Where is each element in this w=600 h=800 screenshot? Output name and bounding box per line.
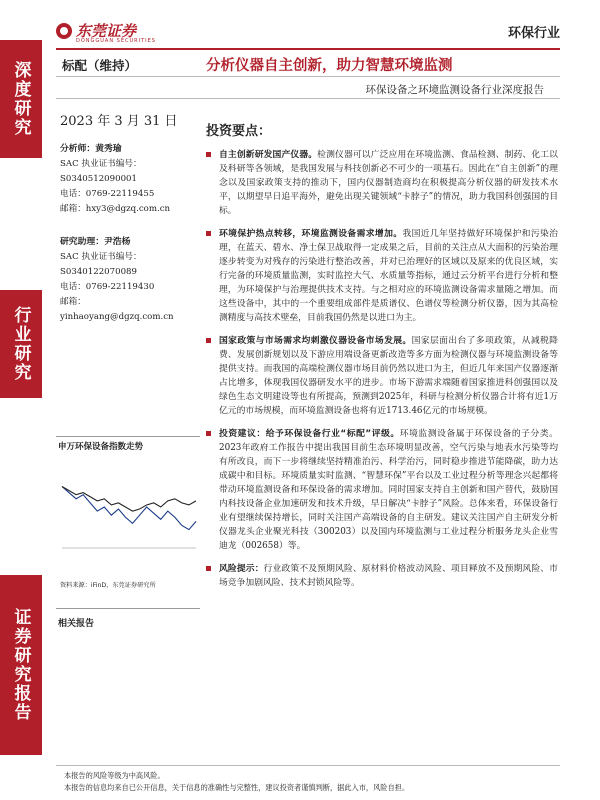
title-divider (56, 76, 560, 77)
key-point-body: 国家层面出台了多项政策，从减税降费、发展创新规划以及下游应用端设备更新改造等多方面为检测仪器与环境监测设备等提供支持。而我国的高端检测仪器市场目前仍然以进口为主，但近几年来国产仪器逐渐占比增多，体现我国仪器研发水平的进步。市场下游需求端随着国家推进科创强国以及绿色生态文明建设等也有所提高，预测到2025年，科研与检测分析仪器合计将有近1万亿元的市场规模，而环境监测设备也将有近1713.46亿元的市场规模。 (219, 336, 558, 416)
rating-label: 标配（维持） (62, 58, 138, 73)
bullet-square-icon (206, 152, 211, 157)
report-title: 分析仪器自主创新，助力智慧环境监测 (206, 58, 453, 74)
footer-disclaimer: 本报告的信息均来自已公开信息，关于信息的准确性与完整性，建议投资者谨慎判断，据此入市，风险自担。 (64, 783, 410, 792)
key-point (206, 148, 558, 218)
key-point-body: 环境监测设备属于环保设备的子分类。2023年政府工作报告中提出我国目前生态环境明显改善，空气污染与地表水污染等均有所改良，而下一步将继续坚持精准治污、科学治污，同时稳步推进节能降碳，助力达成碳中和目标。环境质量实时监测、“智慧环保”平台以及工业过程分析等理念兴起都将带动环境监测设备和环保设备的需求增加。同时国家支持自主创新和国产替代，鼓励国内科技设备企业加速研发和技术升级，早日解决“卡脖子”风险。总体来看，环保设备行业有望继续保持增长，同时关注国产高端设备的自主研发。建议关注国产自主研发分析仪器龙头企业聚光科技（300203）以及国内环境监测与工业过程分析服务龙头企业雪迪龙（002658）等。 (219, 429, 558, 551)
logo-mark-icon (56, 23, 72, 39)
key-point-bold: 环境保护热点转移，环境监测设备需求增加。 (219, 229, 403, 239)
key-point-text (219, 334, 558, 418)
footer (64, 770, 409, 794)
bullet-square-icon (206, 566, 211, 571)
assistant-name: 研究助理：尹浩杨 (60, 237, 131, 247)
assistant-email-label: 邮箱： (60, 297, 86, 307)
key-point-body: 检测仪器可以广泛应用在环境监测、食品检测、制药、化工以及科研等各领域，是我国发展与科技创新必不可少的一项基石。因此在“自主创新”的理念以及国家政策支持的推动下，国内仪器制造商均在积极提高分析仪器的研发技术水平，以期望早日追平海外，避免出现关键领域“卡脖子”的情况，助力我国科创强国的目标。 (219, 150, 558, 216)
key-point (206, 334, 558, 418)
chart-series-line-1 (62, 487, 196, 512)
assistant-email[interactable]: yinhaoyang@dgzq.com.cn (60, 312, 174, 322)
related-divider (56, 608, 200, 609)
key-point-bold: 自主创新研发国产仪器。 (219, 150, 318, 160)
key-points-heading: 投资要点： (206, 124, 272, 139)
key-point-body: 我国近几年坚持做好环境保护和污染治理，在蓝天、碧水、净土保卫战取得一定成果之后，目前的关注点从大面积的污染治理逐步转变为对残存的污染进行整治改善，并对已治理好的区域以及原来的优良区域，实行完备的环境质量监测，实时监控大气、水质量等指标，通过云分析平台进行分析和整理，为环境保护与治理提供技术支持。与之相对应的环境监测设备需求量随之增加。而这些设备中，其中的一个重要组成部件是质谱仪、色谱仪等检测分析仪器，因为其高检测精度与高技术壁垒，目前我国仍然是以进口为主。 (219, 229, 558, 323)
sidebar-deep-research: 深度研究 (0, 40, 42, 158)
report-date: 2023 年 3 月 31 日 (60, 114, 178, 129)
analyst-phone: 电话：0769-22119455 (60, 189, 155, 199)
sidebar (0, 0, 42, 800)
sidebar-securities-report: 证券研究报告 (0, 575, 42, 755)
header-divider (56, 48, 560, 50)
key-point-body: 行业政策不及预期风险、原材料价格波动风险、项目释放不及预期风险、市场竞争加剧风险、技术封锁风险等。 (219, 564, 558, 588)
chart-source: 资料来源：iFinD，东莞证券研究所 (60, 582, 156, 589)
bullet-square-icon (206, 431, 211, 436)
key-point-bold: 投资建议：给予环保设备行业“标配”评级。 (219, 429, 400, 439)
key-points-list (206, 148, 558, 599)
bullet-square-icon (206, 338, 211, 343)
key-point (206, 227, 558, 325)
index-chart-svg (58, 452, 200, 570)
analyst-cert-label: SAC 执业证书编号： (60, 159, 142, 169)
index-chart (58, 452, 200, 560)
footer-risk-level: 本报告的风险等级为中高风险。 (64, 771, 165, 780)
key-point-text (219, 427, 558, 553)
assistant-cert-label: SAC 执业证书编号： (60, 252, 142, 262)
analyst-name: 分析师：黄秀瑜 (60, 144, 122, 154)
key-point-bold: 风险提示： (219, 564, 264, 574)
author-info (60, 142, 200, 325)
key-point (206, 427, 558, 553)
key-point-text (219, 148, 558, 218)
key-point-text (219, 562, 558, 590)
footer-divider (56, 765, 560, 766)
analyst-cert: S0340512090001 (60, 174, 137, 184)
assistant-cert: S0340122070089 (60, 267, 137, 277)
industry-label: 环保行业 (507, 26, 560, 41)
chart-title: 申万环保设备指数走势 (58, 442, 144, 452)
report-subtitle: 环保设备之环境监测设备行业深度报告 (365, 84, 544, 96)
analyst-email[interactable]: 邮箱：hxy3@dgzq.com.cn (60, 204, 171, 214)
key-point-text (219, 227, 558, 325)
key-point-bold: 国家政策与市场需求均刺激仪器设备市场发展。 (219, 336, 412, 346)
related-reports-heading: 相关报告 (58, 619, 95, 629)
logo-subtext: DONGGUAN SECURITIES (76, 38, 156, 44)
subtitle-divider (56, 98, 560, 99)
sidebar-industry-research: 行业研究 (0, 290, 42, 398)
key-point (206, 562, 558, 590)
assistant-phone: 电话：0769-22119430 (60, 282, 155, 292)
logo-text: 东莞证券 (76, 22, 137, 40)
chart-top-divider (56, 436, 200, 437)
bullet-square-icon (206, 231, 211, 236)
